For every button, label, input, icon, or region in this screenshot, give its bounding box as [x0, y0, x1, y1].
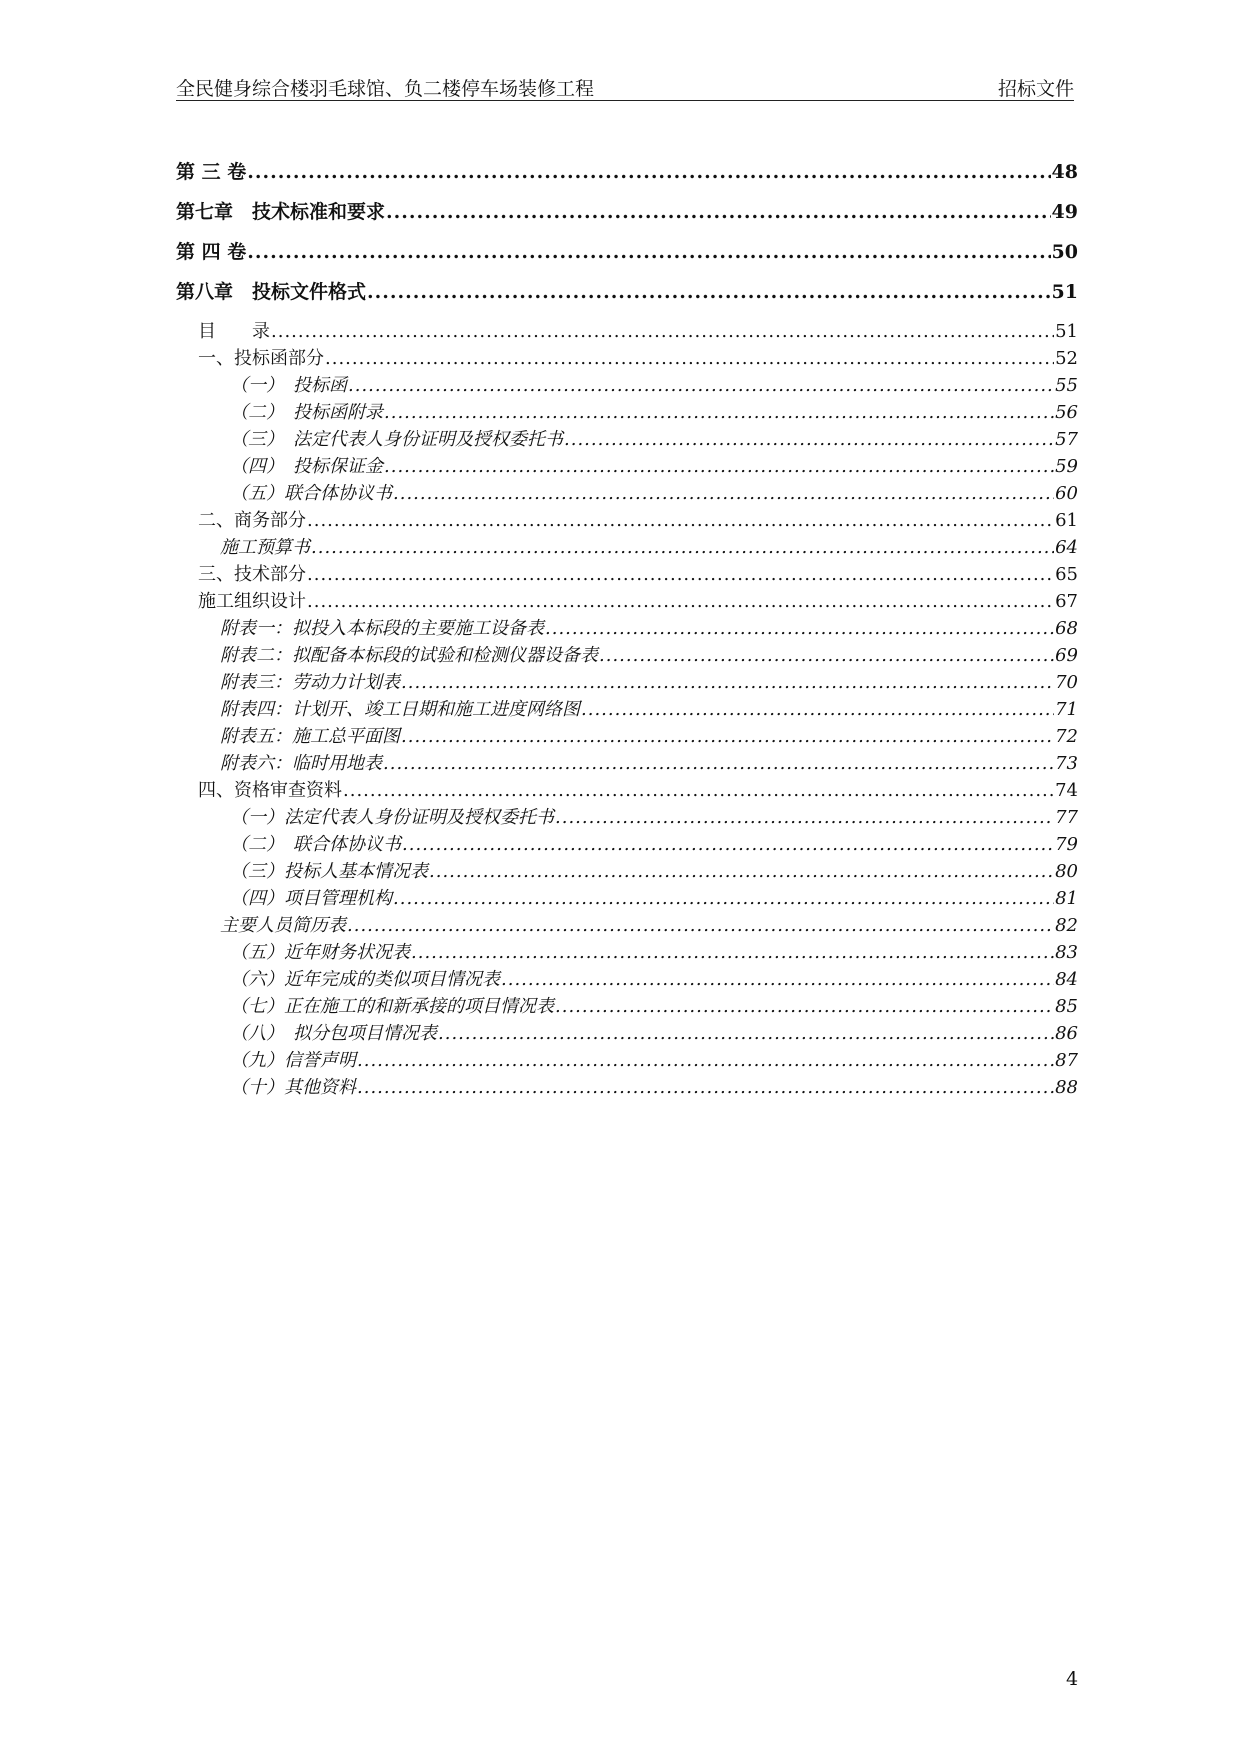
toc-entry-page: 80: [1055, 861, 1078, 882]
toc-leader-dots: [383, 750, 1054, 777]
toc-entry-title: 一、投标函部分: [198, 348, 324, 369]
toc-entry[interactable]: [176, 1047, 1078, 1074]
toc-leader-dots: [401, 669, 1054, 696]
header-document-type: 招标文件: [997, 78, 1074, 100]
toc-entry[interactable]: [176, 152, 1078, 192]
toc-entry-page: 56: [1055, 402, 1078, 423]
toc-entry-page: 69: [1055, 645, 1078, 666]
toc-entry[interactable]: [176, 966, 1078, 993]
toc-entry[interactable]: [176, 885, 1078, 912]
toc-entry[interactable]: [176, 480, 1078, 507]
toc-entry-page: 83: [1055, 942, 1078, 963]
toc-entry[interactable]: [176, 993, 1078, 1020]
toc-entry[interactable]: [176, 345, 1078, 372]
toc-entry-page: 48: [1051, 161, 1078, 183]
toc-entry-page: 50: [1051, 241, 1078, 263]
toc-entry[interactable]: [176, 1020, 1078, 1047]
toc-entry-page: 74: [1055, 780, 1078, 801]
toc-entry-title: （一）法定代表人身份证明及授权委托书: [230, 807, 554, 828]
toc-entry-title: （四） 投标保证金: [230, 456, 383, 477]
toc-entry-title: （五）联合体协议书: [230, 483, 392, 504]
toc-leader-dots: [367, 272, 1051, 312]
toc-entry-page: 51: [1055, 321, 1078, 342]
toc-leader-dots: [271, 318, 1054, 345]
toc-entry[interactable]: [176, 372, 1078, 399]
toc-entry[interactable]: [176, 272, 1078, 312]
toc-entry-title: 附表五：施工总平面图: [220, 726, 400, 747]
toc-leader-dots: [384, 399, 1054, 426]
toc-entry-page: 71: [1055, 699, 1078, 720]
toc-leader-dots: [307, 561, 1054, 588]
toc-entry-title: 附表四：计划开、竣工日期和施工进度网络图: [220, 699, 580, 720]
toc-entry-title: （三）投标人基本情况表: [230, 861, 428, 882]
header-project-title: 全民健身综合楼羽毛球馆、负二楼停车场装修工程: [176, 78, 595, 100]
toc-leader-dots: [555, 804, 1054, 831]
toc-entry-page: 77: [1055, 807, 1078, 828]
toc-entry-title: （十）其他资料: [230, 1077, 356, 1098]
toc-leader-dots: [599, 642, 1054, 669]
toc-entry[interactable]: [176, 232, 1078, 272]
toc-entry[interactable]: [176, 615, 1078, 642]
toc-entry-title: 第七章 技术标准和要求: [176, 201, 386, 223]
toc-entry-title: 施工预算书: [220, 537, 310, 558]
toc-leader-dots: [311, 534, 1054, 561]
toc-leader-dots: [393, 885, 1054, 912]
toc-entry-page: 84: [1055, 969, 1078, 990]
toc-entry[interactable]: [176, 453, 1078, 480]
toc-entry-page: 79: [1055, 834, 1078, 855]
toc-entry-title: （四）项目管理机构: [230, 888, 392, 909]
toc-entry-title: （五）近年财务状况表: [230, 942, 410, 963]
toc-leader-dots: [501, 966, 1054, 993]
toc-entry-title: （七）正在施工的和新承接的项目情况表: [230, 996, 554, 1017]
toc-entry[interactable]: [176, 588, 1078, 615]
toc-leader-dots: [343, 777, 1054, 804]
toc-entry-page: 72: [1055, 726, 1078, 747]
toc-entry-title: 目 录: [198, 321, 270, 342]
toc-entry-page: 73: [1055, 753, 1078, 774]
toc-entry-title: （九）信誉声明: [230, 1050, 356, 1071]
toc-leader-dots: [393, 480, 1054, 507]
table-of-contents: [176, 152, 1078, 1101]
toc-entry[interactable]: [176, 426, 1078, 453]
toc-entry-title: （六）近年完成的类似项目情况表: [230, 969, 500, 990]
toc-leader-dots: [307, 507, 1054, 534]
toc-entry[interactable]: [176, 1074, 1078, 1101]
toc-entry-title: 第 三 卷: [176, 161, 247, 183]
toc-entry[interactable]: [176, 399, 1078, 426]
toc-entry-page: 88: [1055, 1077, 1078, 1098]
toc-entry[interactable]: [176, 804, 1078, 831]
toc-entry-title: （三） 法定代表人身份证明及授权委托书: [230, 429, 563, 450]
toc-entry-page: 81: [1055, 888, 1078, 909]
toc-leader-dots: [555, 993, 1054, 1020]
toc-leader-dots: [545, 615, 1054, 642]
toc-leader-dots: [307, 588, 1054, 615]
toc-entry[interactable]: [176, 858, 1078, 885]
toc-entry-title: （二） 投标函附录: [230, 402, 383, 423]
toc-entry-page: 49: [1051, 201, 1078, 223]
toc-entry-page: 86: [1055, 1023, 1078, 1044]
toc-leader-dots: [247, 152, 1050, 192]
toc-entry-title: （八） 拟分包项目情况表: [230, 1023, 437, 1044]
toc-entry[interactable]: [176, 669, 1078, 696]
toc-leader-dots: [581, 696, 1054, 723]
toc-leader-dots: [384, 453, 1054, 480]
page-header: [176, 72, 1074, 101]
toc-entry-page: 68: [1055, 618, 1078, 639]
toc-entry[interactable]: [176, 642, 1078, 669]
toc-entry-page: 60: [1055, 483, 1078, 504]
toc-entry[interactable]: [176, 723, 1078, 750]
toc-leader-dots: [564, 426, 1054, 453]
toc-leader-dots: [357, 1047, 1054, 1074]
toc-leader-dots: [325, 345, 1054, 372]
toc-entry-page: 70: [1055, 672, 1078, 693]
toc-entry[interactable]: [176, 561, 1078, 588]
toc-entry-title: 附表二：拟配备本标段的试验和检测仪器设备表: [220, 645, 598, 666]
toc-entry-page: 55: [1055, 375, 1078, 396]
toc-entry-page: 67: [1055, 591, 1078, 612]
toc-leader-dots: [247, 232, 1050, 272]
toc-entry[interactable]: [176, 912, 1078, 939]
toc-entry-title: 主要人员简历表: [220, 915, 346, 936]
toc-leader-dots: [386, 192, 1051, 232]
toc-entry-title: 附表六：临时用地表: [220, 753, 382, 774]
toc-entry-title: 二、商务部分: [198, 510, 306, 531]
toc-entry[interactable]: [176, 831, 1078, 858]
toc-entry-title: 施工组织设计: [198, 591, 306, 612]
toc-leader-dots: [429, 858, 1054, 885]
toc-entry[interactable]: [176, 534, 1078, 561]
toc-leader-dots: [348, 372, 1054, 399]
toc-entry[interactable]: [176, 192, 1078, 232]
page-number: 4: [1066, 1668, 1079, 1690]
toc-entry-title: 第 四 卷: [176, 241, 247, 263]
toc-leader-dots: [411, 939, 1054, 966]
toc-entry[interactable]: [176, 318, 1078, 345]
toc-leader-dots: [402, 831, 1054, 858]
toc-entry[interactable]: [176, 750, 1078, 777]
toc-entry-title: 四、资格审查资料: [198, 780, 342, 801]
toc-entry[interactable]: [176, 507, 1078, 534]
toc-entry-title: （一） 投标函: [230, 375, 347, 396]
toc-leader-dots: [347, 912, 1054, 939]
toc-entry-title: 三、技术部分: [198, 564, 306, 585]
toc-entry[interactable]: [176, 696, 1078, 723]
toc-entry[interactable]: [176, 939, 1078, 966]
toc-entry-page: 82: [1055, 915, 1078, 936]
toc-entry-page: 85: [1055, 996, 1078, 1017]
toc-entry-page: 57: [1055, 429, 1078, 450]
toc-leader-dots: [401, 723, 1054, 750]
toc-entry-title: 第八章 投标文件格式: [176, 281, 367, 303]
toc-leader-dots: [357, 1074, 1054, 1101]
toc-entry-page: 52: [1055, 348, 1078, 369]
toc-entry-page: 59: [1055, 456, 1078, 477]
toc-entry-title: （二） 联合体协议书: [230, 834, 401, 855]
toc-entry-page: 87: [1055, 1050, 1078, 1071]
toc-entry-page: 65: [1055, 564, 1078, 585]
toc-entry-page: 61: [1055, 510, 1078, 531]
toc-entry-title: 附表三：劳动力计划表: [220, 672, 400, 693]
toc-entry-page: 51: [1051, 281, 1078, 303]
toc-entry[interactable]: [176, 777, 1078, 804]
toc-entry-page: 64: [1055, 537, 1078, 558]
toc-leader-dots: [438, 1020, 1054, 1047]
toc-entry-title: 附表一：拟投入本标段的主要施工设备表: [220, 618, 544, 639]
